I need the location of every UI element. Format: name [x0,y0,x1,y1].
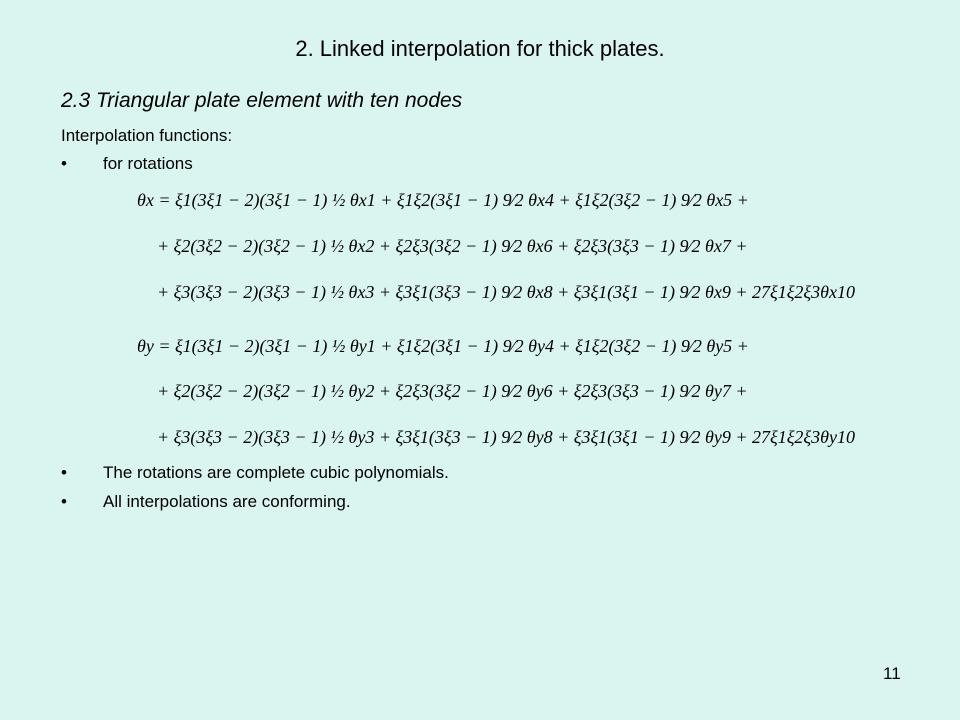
bullet-marker: • [61,154,67,173]
bullet-marker: • [61,463,67,482]
bullet-text: All interpolations are conforming. [103,492,351,511]
page-number: 11 [883,664,901,683]
bullet-text: The rotations are complete cubic polynomials. [103,463,449,482]
intro-text: Interpolation functions: [61,126,233,145]
bullet-marker: • [61,492,67,511]
equation-theta-x-line-2: + ξ2(3ξ2 − 2)(3ξ2 − 1) ½ θx2 + ξ2ξ3(3ξ2 − 1) 9⁄2 θx6 + ξ2ξ3(3ξ3 − 1) 9⁄2 θx7 + [157,236,748,256]
equation-theta-y-line-3: + ξ3(3ξ3 − 2)(3ξ3 − 1) ½ θy3 + ξ3ξ1(3ξ3 − 1) 9⁄2 θy8 + ξ3ξ1(3ξ1 − 1) 9⁄2 θy9 + 27ξ1ξ2ξ3θy10 [157,427,855,447]
equation-theta-y-line-1: θy = ξ1(3ξ1 − 2)(3ξ1 − 1) ½ θy1 + ξ1ξ2(3ξ1 − 1) 9⁄2 θy4 + ξ1ξ2(3ξ2 − 1) 9⁄2 θy5 + [137,336,749,356]
equation-theta-x-line-1: θx = ξ1(3ξ1 − 2)(3ξ1 − 1) ½ θx1 + ξ1ξ2(3ξ1 − 1) 9⁄2 θx4 + ξ1ξ2(3ξ2 − 1) 9⁄2 θx5 + [137,190,749,210]
section-subtitle: 2.3 Triangular plate element with ten nodes [61,89,463,112]
equation-theta-x-line-3: + ξ3(3ξ3 − 2)(3ξ3 − 1) ½ θx3 + ξ3ξ1(3ξ3 − 1) 9⁄2 θx8 + ξ3ξ1(3ξ1 − 1) 9⁄2 θx9 + 27ξ1ξ2ξ3θx10 [157,282,855,302]
bullet-text: for rotations [103,154,193,173]
slide-title: 2. Linked interpolation for thick plates. [295,36,665,61]
equation-theta-y-line-2: + ξ2(3ξ2 − 2)(3ξ2 − 1) ½ θy2 + ξ2ξ3(3ξ2 − 1) 9⁄2 θy6 + ξ2ξ3(3ξ3 − 1) 9⁄2 θy7 + [157,381,748,401]
